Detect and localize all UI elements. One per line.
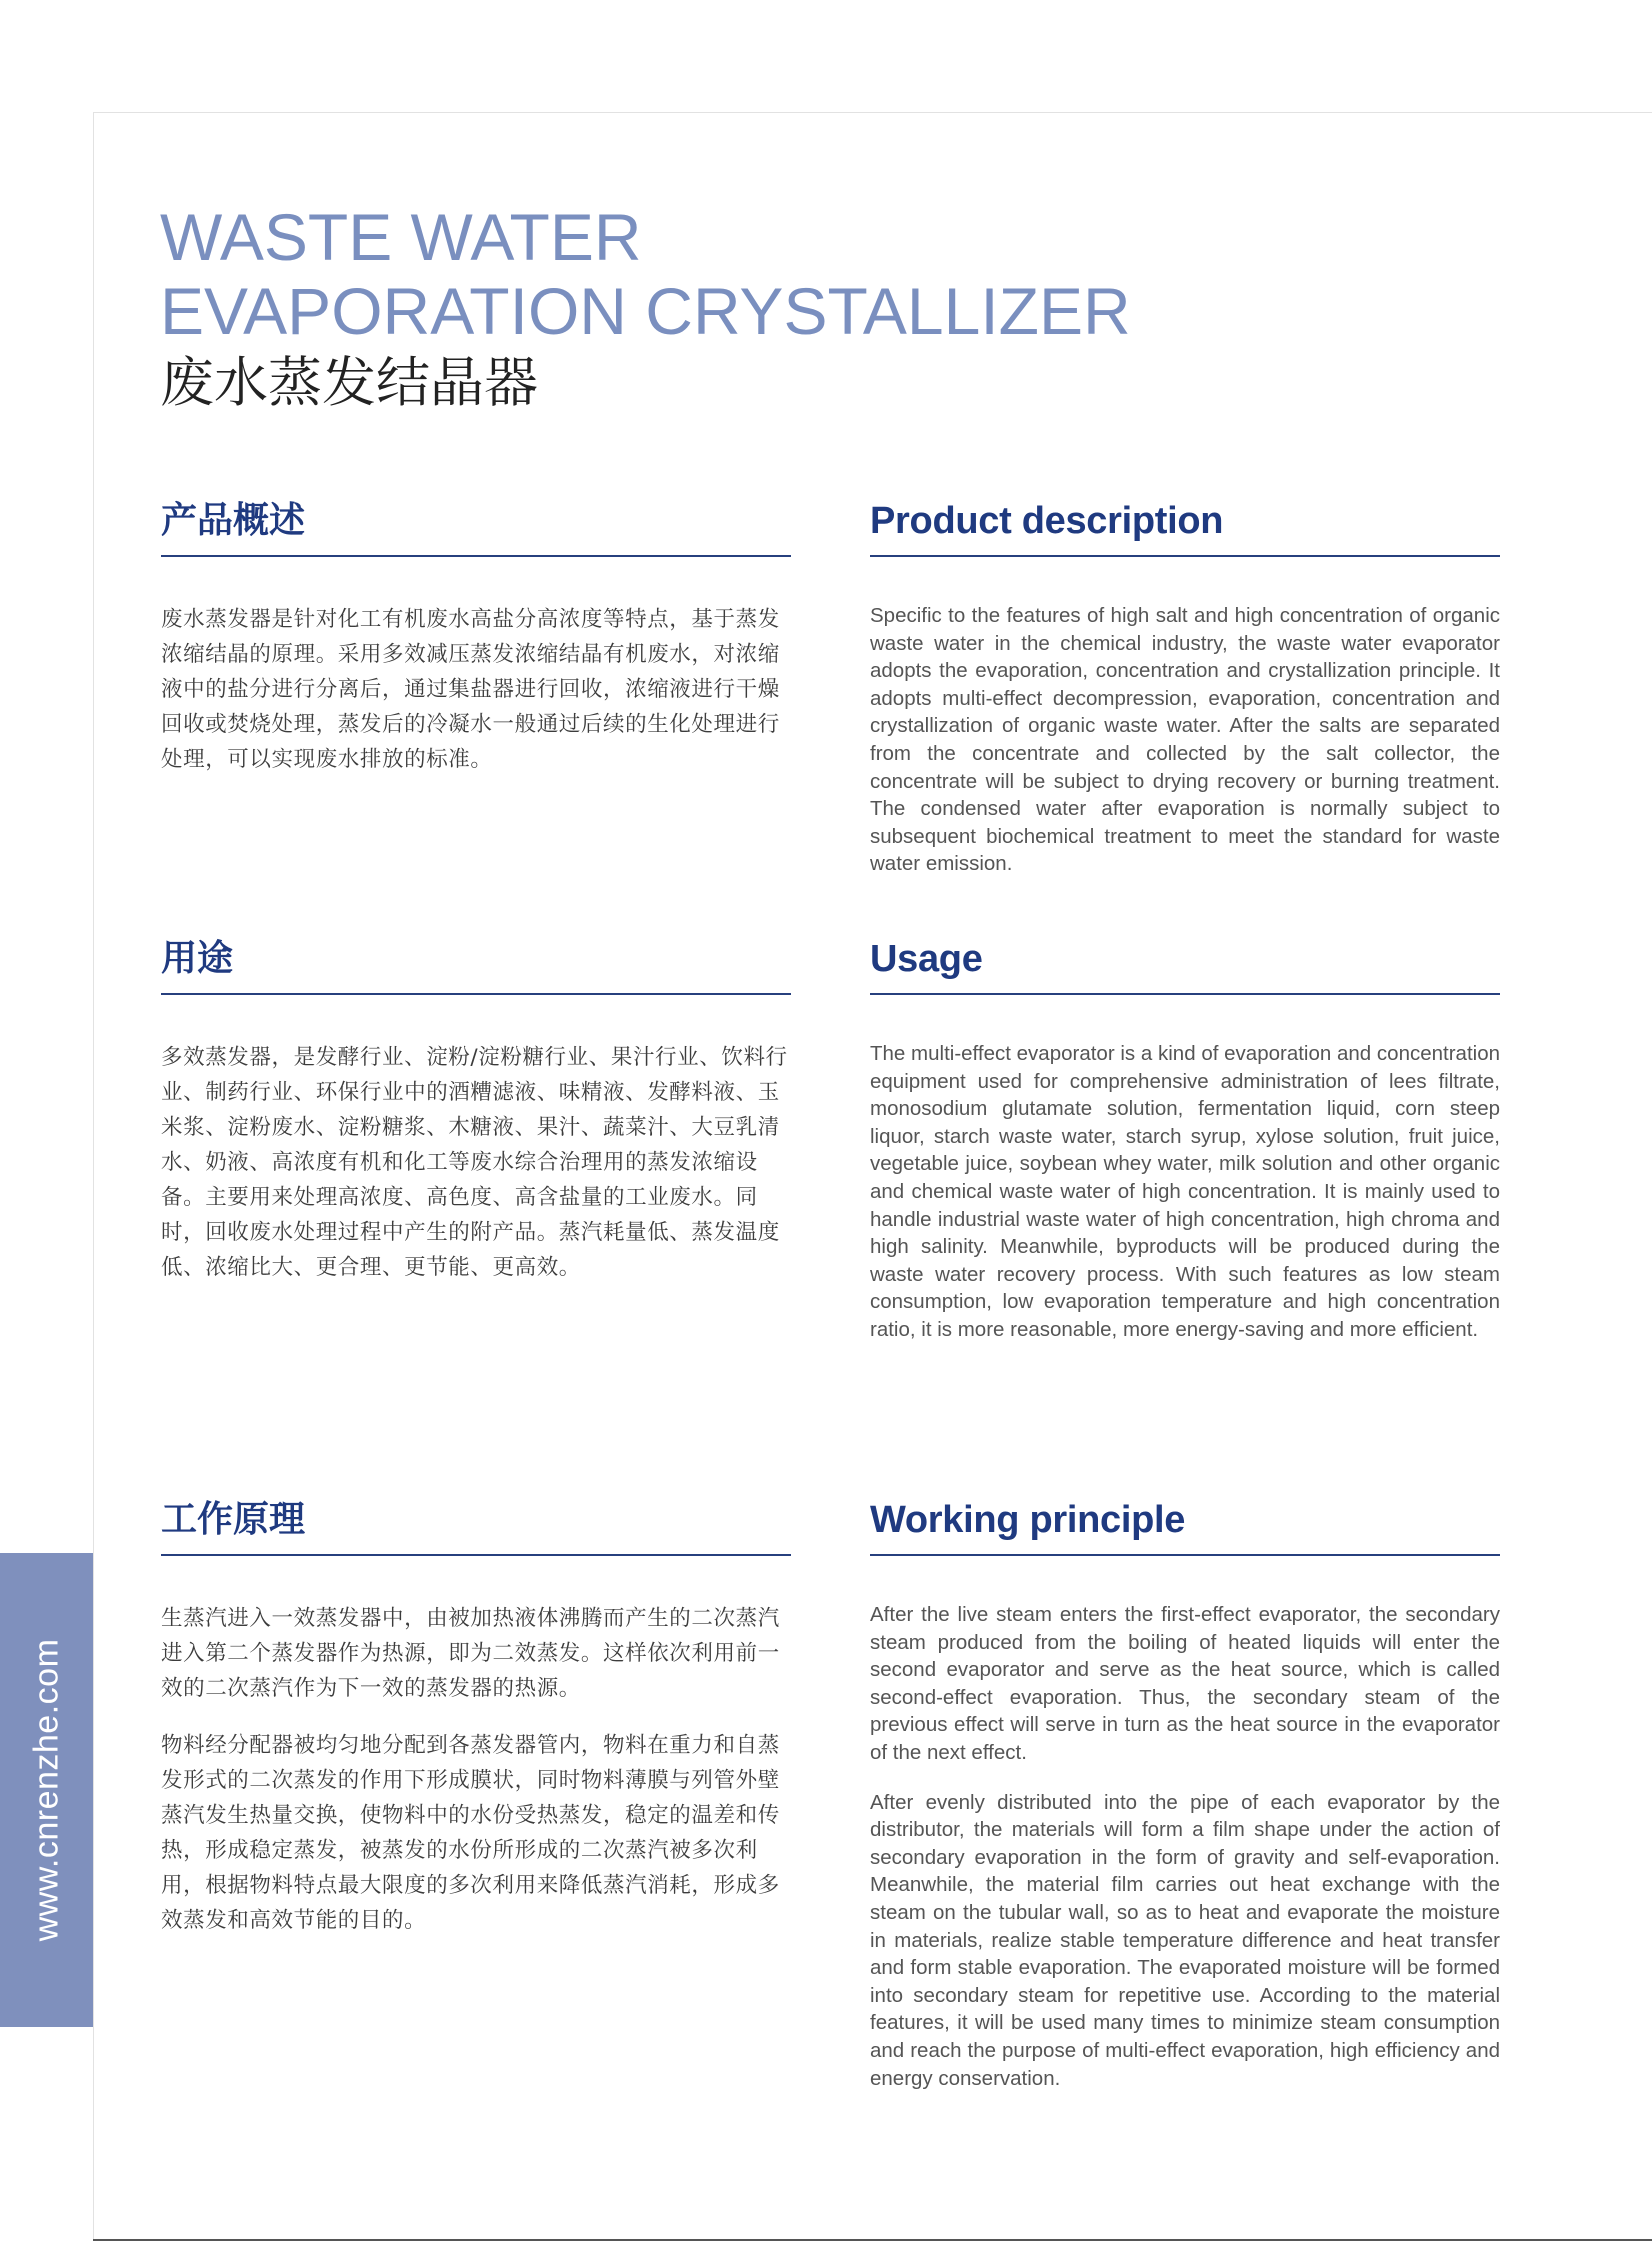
principle-cn-heading-text: 工作原理 xyxy=(161,1499,306,1540)
title-english-line-1: WASTE WATER xyxy=(160,200,642,274)
usage-en-heading xyxy=(870,933,1500,995)
title-chinese: 废水蒸发结晶器 xyxy=(160,351,538,414)
overview-en-section xyxy=(870,495,1500,878)
overview-cn-text: 废水蒸发器是针对化工有机废水高盐分高浓度等特点，基于蒸发浓缩结晶的原理。采用多效减压蒸发浓缩结晶有机废水，对浓缩液中的盐分进行分离后，通过集盐器进行回收，浓缩液进行干燥回收或焚烧处理，蒸发后的冷凝水一般通过后续的生化处理进行处理，可以实现废水排放的标准。 xyxy=(161,607,780,772)
principle-en-text-2: After evenly distributed into the pipe of each evaporator by the distributor, the materials will form a film shape under the action of secondary evaporation in the form of gravity and self-evaporation. Meanwhile, the material film carries out heat exchange with the steam on the tubular wall, so as to heat and evaporate the moisture in materials, realize stable temperature difference and heat transfer and form stable evaporation. The evaporated moisture will be formed into secondary steam for repetitive use. According to the material features, it will be used many times to minimize steam consumption and reach the purpose of multi-effect evaporation, high efficiency and energy conservation. xyxy=(870,1790,1500,2090)
overview-en-text: Specific to the features of high salt and high concentration of organic waste water in the chemical industry, the waste water evaporator adopts the evaporation, concentration and crystallization principle. It adopts multi-effect decompression, evaporation, concentration and crystallization of organic waste water. After the salts are separated from the concentrate and collected by the salt collector, the concentrate will be subject to drying recovery or burning treatment. The condensed water after evaporation is normally subject to subsequent biochemical treatment to meet the standard for waste water emission. xyxy=(870,604,1500,876)
principle-cn-heading xyxy=(161,1494,791,1556)
principle-cn-text-2: 物料经分配器被均匀地分配到各蒸发器管内，物料在重力和自蒸发形式的二次蒸发的作用下形成膜状，同时物料薄膜与列管外壁蒸汽发生热量交换，使物料中的水份受热蒸发，稳定的温差和传热，形成稳定蒸发，被蒸发的水份所形成的二次蒸汽被多次利用，根据物料特点最大限度的多次利用来降低蒸汽消耗，形成多效蒸发和高效节能的目的。 xyxy=(161,1733,780,1933)
principle-cn-section xyxy=(161,1494,791,1938)
overview-cn-heading xyxy=(161,495,791,557)
principle-cn-text-1: 生蒸汽进入一效蒸发器中，由被加热液体沸腾而产生的二次蒸汽进入第二个蒸发器作为热源，即为二效蒸发。这样依次利用前一效的二次蒸汽作为下一效的蒸发器的热源。 xyxy=(161,1606,780,1701)
overview-en-heading-text: Product description xyxy=(870,500,1224,542)
title-english xyxy=(160,200,1160,348)
usage-en-heading-text: Usage xyxy=(870,938,983,980)
usage-en-text: The multi-effect evaporator is a kind of evaporation and concentration equipment used for comprehensive administration of lees filtrate, monosodium glutamate solution, fermentation liquid, corn steep liquor, starch waste water, starch syrup, xylose solution, fruit juice, vegetable juice, soybean whey water, milk solution and other organic and chemical waste water of high concentration. It is mainly used to handle industrial waste water of high concentration, high chroma and high salinity. Meanwhile, byproducts will be produced during the waste water recovery process. With such features as low steam consumption, low evaporation temperature and high concentration ratio, it is more reasonable, more energy-saving and more efficient. xyxy=(870,1042,1500,1341)
usage-cn-section xyxy=(161,933,791,1285)
usage-cn-heading-text: 用途 xyxy=(161,938,234,979)
page-frame-left xyxy=(93,112,94,2241)
overview-cn-section xyxy=(161,495,791,777)
usage-cn-heading xyxy=(161,933,791,995)
page-frame-top xyxy=(93,112,1652,113)
principle-en-section xyxy=(870,1494,1500,2092)
overview-cn-heading-text: 产品概述 xyxy=(161,500,306,541)
usage-en-section xyxy=(870,933,1500,1344)
principle-en-heading-text: Working principle xyxy=(870,1499,1186,1541)
overview-en-heading xyxy=(870,495,1500,557)
usage-cn-text: 多效蒸发器，是发酵行业、淀粉/淀粉糖行业、果汁行业、饮料行业、制药行业、环保行业中的酒糟滤液、味精液、发酵料液、玉米浆、淀粉废水、淀粉糖浆、木糖液、果汁、蔬菜汁、大豆乳清水、奶液、高浓度有机和化工等废水综合治理用的蒸发浓缩设备。主要用来处理高浓度、高色度、高含盐量的工业废水。同时，回收废水处理过程中产生的附产品。蒸汽耗量低、蒸发温度低、浓缩比大、更合理、更节能、更高效。 xyxy=(161,1045,788,1280)
principle-en-text-1: After the live steam enters the first-effect evaporator, the secondary steam produced from the boiling of heated liquids will enter the second evaporator and serve as the heat source, which is called second-effect evaporation. Thus, the secondary steam of the previous effect will serve in turn as the heat source in the evaporator of the next effect. xyxy=(870,1603,1500,1764)
principle-en-heading xyxy=(870,1494,1500,1556)
title-english-line-2: EVAPORATION CRYSTALLIZER xyxy=(160,274,1131,348)
website-url[interactable]: www.cnrenzhe.com xyxy=(27,1638,66,1942)
